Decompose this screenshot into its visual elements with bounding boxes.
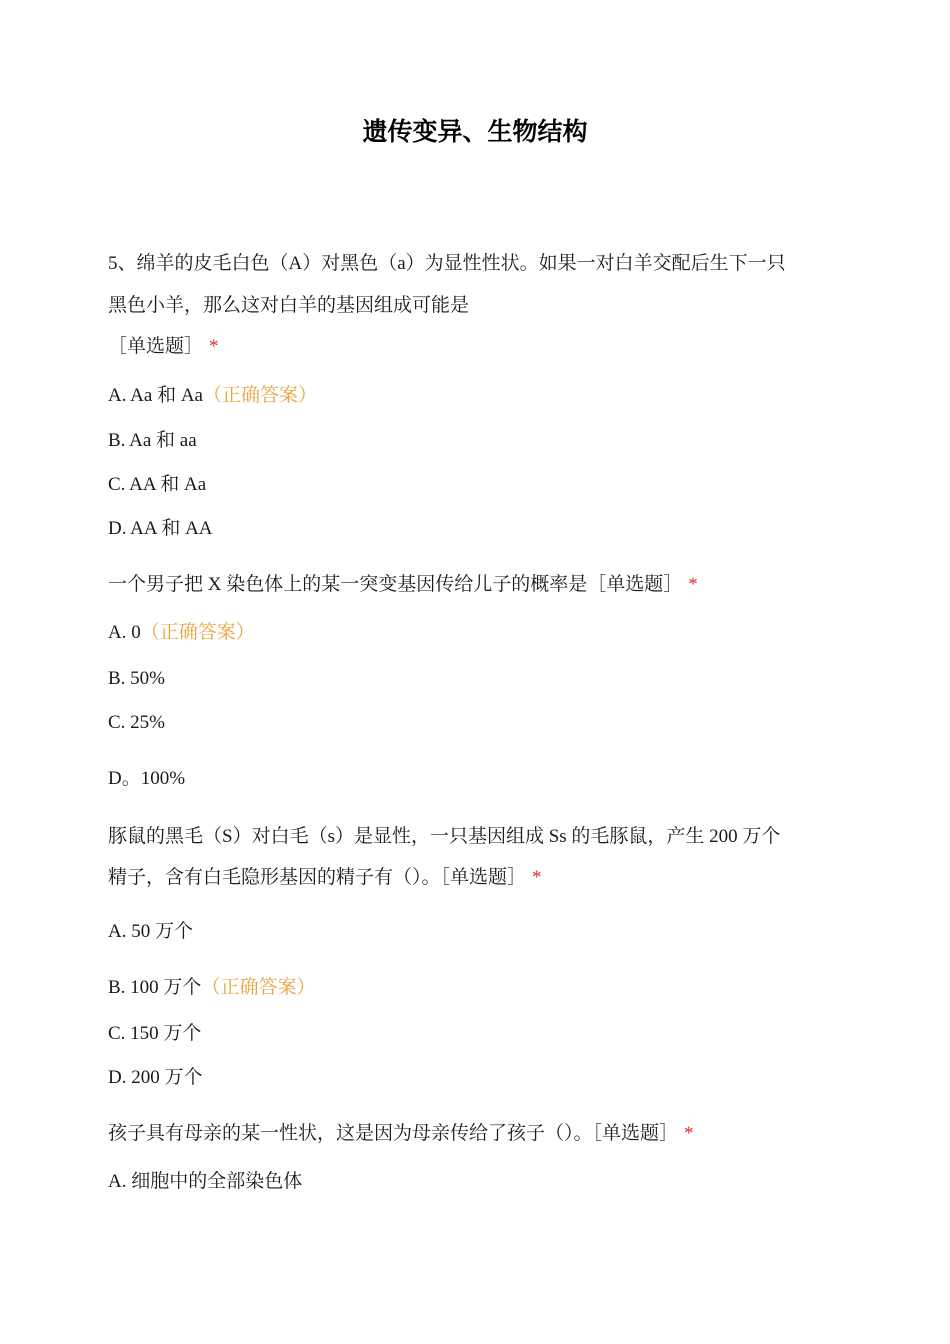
option-label: B. 100 万个 <box>108 977 202 998</box>
question-1-type <box>108 335 219 359</box>
question-text: 精子，含有白毛隐形基因的精子有（）。［单选题］ <box>108 867 527 888</box>
option-c: C. 150 万个 <box>108 1023 202 1044</box>
option-label: A. Aa 和 Aa <box>108 385 203 406</box>
question-3-text-line-1: 豚鼠的黑毛（S）对白毛（s）是显性，一只基因组成 Ss 的毛豚鼠，产生 200 万个 <box>108 826 781 847</box>
option-label: A. 0 <box>108 622 141 643</box>
option-b: B. Aa 和 aa <box>108 430 197 451</box>
option-d: D. 200 万个 <box>108 1067 203 1088</box>
question-3-text-line-2 <box>108 866 542 890</box>
required-mark: * <box>688 574 698 595</box>
required-mark: * <box>209 336 219 357</box>
option-c: C. 25% <box>108 712 165 733</box>
page-title: 遗传变异、生物结构 <box>362 117 588 146</box>
question-1-text-line-2: 黑色小羊，那么这对白羊的基因组成可能是 <box>108 295 470 316</box>
correct-answer-note: （正确答案） <box>202 385 317 406</box>
option-a <box>108 621 255 645</box>
question-1-text-line-1: 5、绵羊的皮毛白色（A）对黑色（a）为显性性状。如果一对白羊交配后生下一只 <box>108 253 786 274</box>
option-d: D。100% <box>108 768 186 789</box>
question-4-text <box>108 1122 694 1146</box>
option-b: B. 50% <box>108 668 165 689</box>
correct-answer-note: （正确答案） <box>140 622 255 643</box>
question-text: 一个男子把 X 染色体上的某一突变基因传给儿子的概率是［单选题］ <box>108 574 683 595</box>
question-type-label: ［单选题］ <box>108 336 204 357</box>
correct-answer-note: （正确答案） <box>201 977 316 998</box>
question-text: 孩子具有母亲的某一性状，这是因为母亲传给了孩子（）。［单选题］ <box>108 1123 679 1144</box>
option-a: A. 细胞中的全部染色体 <box>108 1171 303 1192</box>
required-mark: * <box>684 1123 694 1144</box>
option-a: A. 50 万个 <box>108 921 193 942</box>
option-a <box>108 384 317 408</box>
option-c: C. AA 和 Aa <box>108 474 207 495</box>
option-b <box>108 976 315 1000</box>
option-d: D. AA 和 AA <box>108 518 213 539</box>
required-mark: * <box>532 867 542 888</box>
question-2-text <box>108 573 698 597</box>
